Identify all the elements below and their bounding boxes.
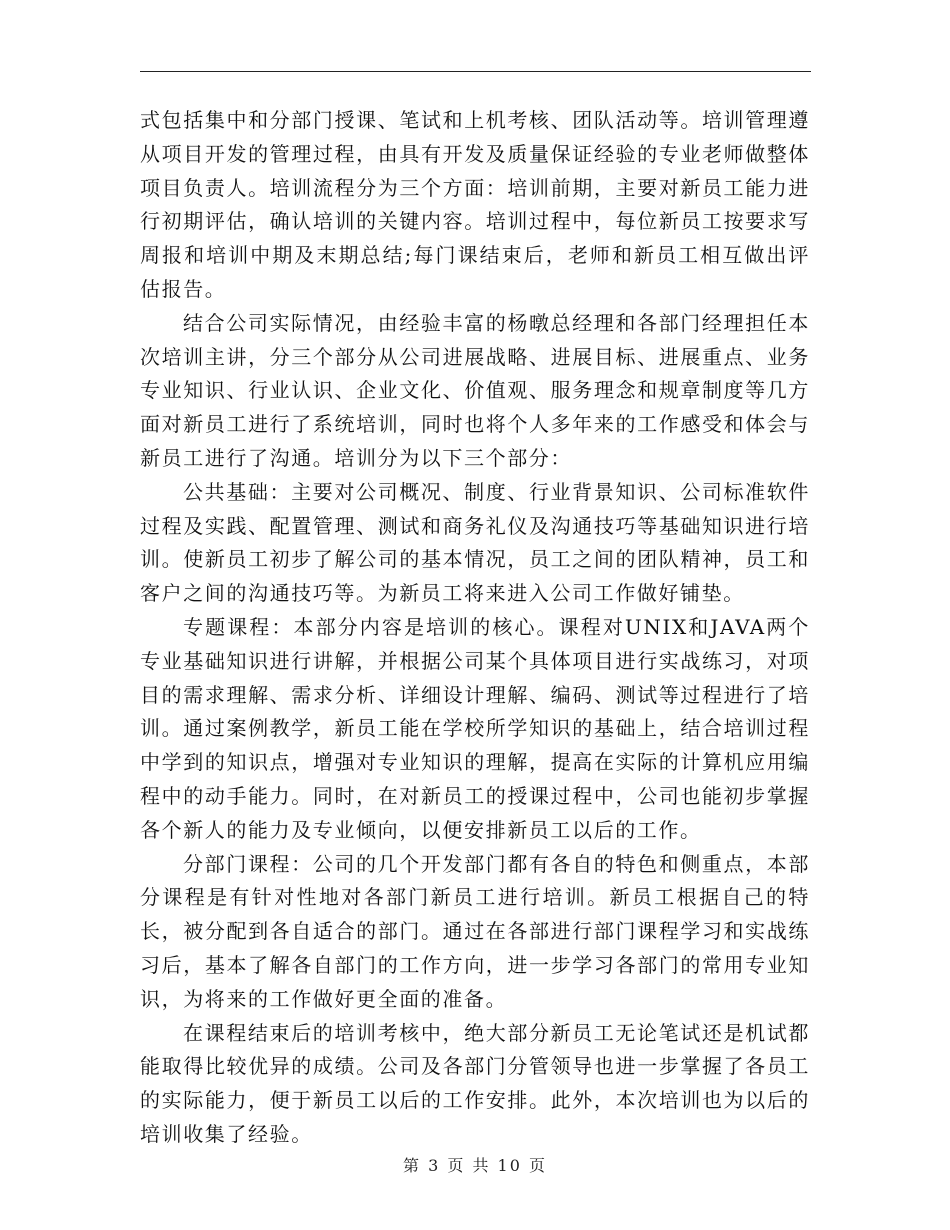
document-body	[140, 104, 810, 1152]
paragraph-training-process: 式包括集中和分部门授课、笔试和上机考核、团队活动等。培训管理遵从项目开发的管理过程，由具有开发及质量保证经验的专业老师做整体项目负责人。培训流程分为三个方面：培训前期，主要对新员工能力进行初期评估，确认培训的关键内容。培训过程中，每位新员工按要求写周报和培训中期及末期总结;每门课结束后，老师和新员工相互做出评估报告。	[140, 108, 810, 301]
paragraph-department-courses: 分部门课程：公司的几个开发部门都有各自的特色和侧重点，本部分课程是有针对性地对各部门新员工进行培训。新员工根据自己的特长，被分配到各自适合的部门。通过在各部进行部门课程学习和实战练习后，基本了解各自部门的工作方向，进一步学习各部门的常用专业知识，为将来的工作做好更全面的准备。	[140, 851, 810, 1011]
header-rule	[140, 71, 811, 72]
page-number-footer: 第 3 页 共 10 页	[403, 1156, 547, 1175]
paragraph-special-courses: 专题课程：本部分内容是培训的核心。课程对UNIX和JAVA两个专业基础知识进行讲解，并根据公司某个具体项目进行实战练习，对项目的需求理解、需求分析、详细设计理解、编码、测试等过程进行了培训。通过案例教学，新员工能在学校所学知识的基础上，结合培训过程中学到的知识点，增强对专业知识的理解，提高在实际的计算机应用编程中的动手能力。同时，在对新员工的授课过程中，公司也能初步掌握各个新人的能力及专业倾向，以便安排新员工以后的工作。	[140, 614, 810, 842]
paragraph-training-overview: 结合公司实际情况，由经验丰富的杨暾总经理和各部门经理担任本次培训主讲，分三个部分从公司进展战略、进展目标、进展重点、业务专业知识、行业认识、企业文化、价值观、服务理念和规章制度等几方面对新员工进行了系统培训，同时也将个人多年来的工作感受和体会与新员工进行了沟通。培训分为以下三个部分：	[140, 310, 810, 470]
paragraph-public-foundation: 公共基础：主要对公司概况、制度、行业背景知识、公司标准软件过程及实践、配置管理、测试和商务礼仪及沟通技巧等基础知识进行培训。使新员工初步了解公司的基本情况，员工之间的团队精神，员工和客户之间的沟通技巧等。为新员工将来进入公司工作做好铺垫。	[140, 479, 810, 606]
paragraph-assessment-results: 在课程结束后的培训考核中，绝大部分新员工无论笔试还是机试都能取得比较优异的成绩。公司及各部门分管领导也进一步掌握了各员工的实际能力，便于新员工以后的工作安排。此外，本次培训也为以后的培训收集了经验。	[140, 1020, 810, 1146]
